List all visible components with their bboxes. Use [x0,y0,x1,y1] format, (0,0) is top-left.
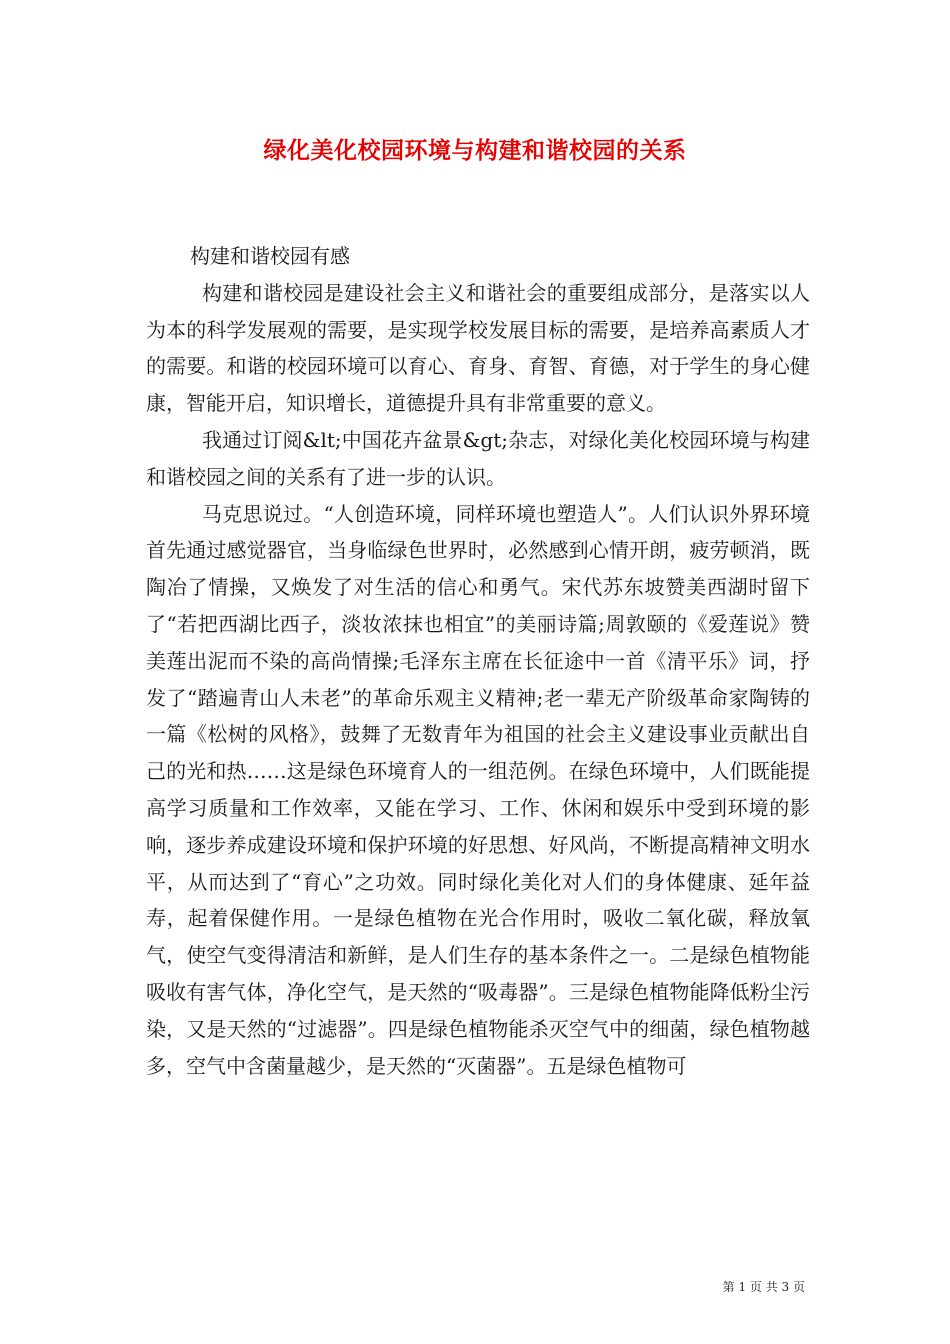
document-subtitle: 构建和谐校园有感 [190,244,350,268]
page-number: 第 1 页 共 3 页 [722,1280,805,1294]
paragraph: 马克思说过。“人创造环境，同样环境也塑造人”。人们认识外界环境首先通过感觉器官，当身临绿色世界时，必然感到心情开朗，疲劳顿消，既陶冶了情操，又焕发了对生活的信心和勇气。宋代苏东坡赞美西湖时留下了“若把西湖比西子，淡妆浓抹也相宜”的美丽诗篇;周敦颐的《爱莲说》赞美莲出泥而不染的高尚情操;毛泽东主席在长征途中一首《清平乐》词，抒发了“踏遍青山人未老”的革命乐观主义精神;老一辈无产阶级革命家陶铸的一篇《松树的风格》，鼓舞了无数青年为祖国的社会主义建设事业贡献出自己的光和热……这是绿色环境育人的一组范例。在绿色环境中，人们既能提高学习质量和工作效率，又能在学习、工作、休闲和娱乐中受到环境的影响，逐步养成建设环境和保护环境的好思想、好风尚，不断提高精神文明水平，从而达到了“育心”之功效。同时绿化美化对人们的身体健康、延年益寿，起着保健作用。一是绿色植物在光合作用时，吸收二氧化碳，释放氧气，使空气变得清洁和新鲜，是人们生存的基本条件之一。二是绿色植物能吸收有害气体，净化空气，是天然的“吸毒器”。三是绿色植物能降低粉尘污染，又是天然的“过滤器”。四是绿色植物能杀灭空气中的细菌，绿色植物越多，空气中含菌量越少，是天然的“灭菌器”。五是绿色植物可 [146,501,810,1078]
paragraph: 构建和谐校园是建设社会主义和谐社会的重要组成部分，是落实以人为本的科学发展观的需要，是实现学校发展目标的需要，是培养高素质人才的需要。和谐的校园环境可以育心、育身、育智、育德，对于学生的身心健康，智能开启，知识增长，道德提升具有非常重要的意义。 [146,280,810,416]
document-body [146,238,810,1084]
paragraph: 我通过订阅&lt;中国花卉盆景&gt;杂志，对绿化美化校园环境与构建和谐校园之间的关系有了进一步的认识。 [146,427,810,489]
document-title: 绿化美化校园环境与构建和谐校园的关系 [263,137,687,164]
